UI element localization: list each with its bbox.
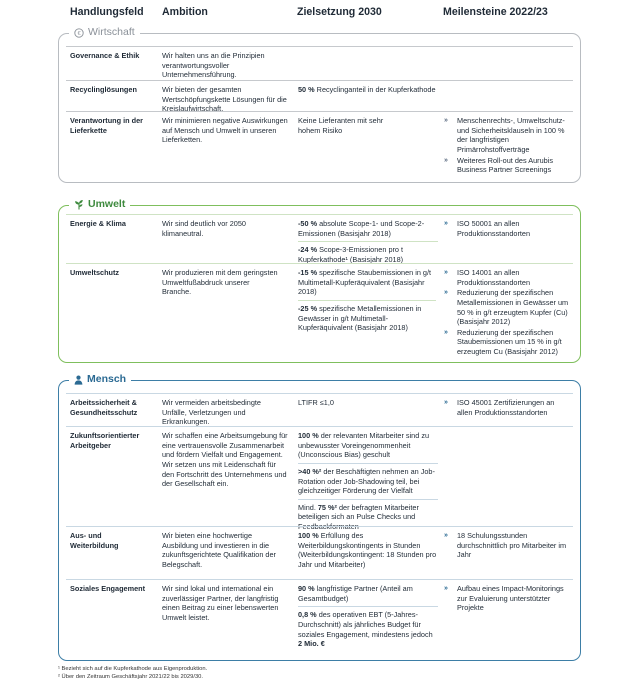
header-meilensteine: Meilensteine 2022/23 [443, 6, 548, 18]
list-item: » Menschenrechts-, Umweltschutz- und Sicherheitsklauseln in 100 % der langfristigen Primärrohstoffverträge [444, 116, 565, 154]
field-umweltschutz: Umweltschutz [70, 268, 120, 277]
ambition-lieferkette: Wir minimieren negative Auswirkungen auf Mensch und Umwelt in unseren Lieferketten. [162, 116, 288, 145]
section-title-umwelt: Umwelt [69, 198, 130, 212]
field-arbeitssicherheit: Arbeitssicherheit & Gesundheitsschutz [70, 398, 138, 417]
ambition-recycling: Wir bieten der gesamten Wertschöpfungskette Lösungen für die Kreislaufwirtschaft. [162, 85, 287, 114]
ambition-soziales-engagement: Wir sind lokal und international ein zuverlässiger Partner, der langfristig einen Beitrag zu einer lebenswerten Umwelt leistet. [162, 584, 279, 622]
double-chevron-icon: » [444, 117, 448, 124]
field-lieferkette: Verantwortung in der Lieferkette [70, 116, 143, 135]
table-row [66, 214, 573, 263]
table-row [66, 80, 573, 114]
double-chevron-icon: » [444, 220, 448, 227]
divider [298, 463, 438, 464]
field-recycling: Recyclinglösungen [70, 85, 137, 94]
list-item: » Reduzierung der spezifischen Staubemissionen um 15 % in g/t erzeugtem Cu (Basisjahr 2012) [444, 327, 562, 356]
milestones-energie-klima [444, 219, 569, 239]
double-chevron-icon: » [444, 328, 448, 336]
header-ambition: Ambition [162, 6, 208, 18]
header-zielsetzung: Zielsetzung 2030 [297, 6, 382, 18]
divider [298, 241, 438, 242]
field-governance: Governance & Ethik [70, 51, 140, 60]
field-weiterbildung: Aus- und Weiterbildung [70, 531, 119, 550]
divider [298, 499, 438, 500]
target-umweltschutz: -15 % spezifische Staubemissionen in g/t Multimetall-Kupferäquivalent (Basisjahr 2018) -25 % spezifische Metallemissionen in Gewässer in g/t Multimetall-Kupferäquivalent (Basisjahr 2018) [298, 268, 436, 333]
table-row [66, 111, 573, 177]
target-soziales-engagement: 90 % langfristige Partner (Anteil am Gesamtbudget) 0,8 % des operativen EBT (5-Jahres-Durchschnitt) als jährliches Budget für soziales Engagement, mindestens jedoch 2 Mio. € [298, 584, 438, 649]
ambition-arbeitgeber: Wir schaffen eine Arbeitsumgebung für eine vertrauensvolle Zusammenarbeit und fördern Vielfalt und Engagement. Wir setzen uns mit Leidenschaft für den Fortschritt des Unternehmens und der Gesellschaft ein. [162, 431, 288, 489]
person-icon [74, 375, 83, 385]
list-item: » ISO 50001 an allen Produktionsstandorten [444, 219, 531, 238]
field-arbeitgeber: Zukunftsorientierter Arbeitgeber [70, 431, 140, 450]
double-chevron-icon: » [444, 532, 448, 539]
field-energie-klima: Energie & Klima [70, 219, 126, 228]
target-lieferkette: Keine Lieferanten mit sehr hohem Risiko [298, 116, 384, 135]
target-recycling: 50 % Recyclinganteil in der Kupferkathode [298, 85, 436, 94]
milestones-umweltschutz [444, 268, 569, 358]
list-item: » Aufbau eines Impact-Monitorings zur Evaluierung unterstützter Projekte [444, 584, 564, 613]
ambition-arbeitssicherheit: Wir vermeiden arbeitsbedingte Unfälle, Verletzungen und Erkrankungen. [162, 398, 261, 427]
ambition-energie-klima: Wir sind deutlich vor 2050 klimaneutral. [162, 219, 246, 238]
table-row [66, 579, 573, 656]
list-item: » Reduzierung der spezifischen Metallemissionen in Gewässer um 50 % in g/t erzeugtem Kupfer (Cu) (Basisjahr 2012) [444, 288, 569, 327]
table-row [66, 393, 573, 426]
footnote-2: ² Über den Zeitraum Geschäftsjahr 2021/22 bis 2029/30. [58, 674, 204, 680]
table-row [66, 46, 573, 80]
euro-circle-icon [74, 28, 84, 38]
double-chevron-icon: » [444, 269, 448, 276]
section-mensch [58, 373, 581, 661]
table-row [66, 526, 573, 579]
milestones-lieferkette [444, 116, 569, 176]
target-weiterbildung: 100 % Erfüllung des Weiterbildungskontingents in Stunden (Weiterbildungskontingent: 18 Stunden pro Jahr und Mitarbeiter) [298, 531, 437, 569]
list-item: » ISO 45001 Zertifizierungen an allen Produktionsstandorten [444, 398, 555, 417]
double-chevron-icon: » [444, 289, 448, 297]
double-chevron-icon: » [444, 156, 448, 164]
section-wirtschaft [58, 26, 581, 183]
list-item: » 18 Schulungsstunden durchschnittlich pro Mitarbeiter im Jahr [444, 531, 567, 560]
table-row [66, 426, 573, 531]
milestones-soziales-engagement [444, 584, 569, 614]
list-item: » Weiteres Roll-out des Aurubis Business Partner Screenings [444, 155, 553, 175]
double-chevron-icon: » [444, 399, 448, 406]
divider [298, 300, 436, 301]
plant-icon [74, 199, 84, 210]
table-row [66, 263, 573, 357]
ambition-weiterbildung: Wir bieten eine hochwertige Ausbildung und investieren in die zukunftsgerichtete Qualifikation der Belegschaft. [162, 531, 276, 569]
milestones-weiterbildung [444, 531, 569, 561]
target-energie-klima: -50 % absolute Scope-1- und Scope-2-Emissionen (Basisjahr 2018) -24 % Scope-3-Emissionen pro t Kupferkathode¹ (Basisjahr 2018) [298, 219, 438, 265]
field-soziales-engagement: Soziales Engagement [70, 584, 146, 593]
section-umwelt [58, 198, 581, 363]
footnote-1: ¹ Bezieht sich auf die Kupferkathode aus Eigenproduktion. [58, 666, 208, 672]
ambition-governance: Wir halten uns an die Prinzipien verantwortungsvoller Unternehmensführung. [162, 51, 265, 80]
target-arbeitgeber: 100 % der relevanten Mitarbeiter sind zu unbewusster Voreingenommenheit (Unconscious Bias) geschult >40 %² der Beschäftigten nehmen an Job-Rotation oder Job-Shadowing teil, bei gleichzeitiger Förderung der Vielfalt Mind. 75 %² der befragten Mitarbeiter beteiligen sich an Pulse Checks und Feedbackformaten [298, 431, 438, 532]
svg-text:€: € [77, 31, 81, 38]
ambition-umweltschutz: Wir produzieren mit dem geringsten Umweltfußabdruck unserer Branche. [162, 268, 278, 297]
header-handlungsfeld: Handlungsfeld [70, 6, 144, 18]
section-title-mensch: Mensch [69, 373, 131, 387]
list-item: » ISO 14001 an allen Produktionsstandorten [444, 268, 531, 287]
target-arbeitssicherheit: LTIFR ≤1,0 [298, 398, 334, 407]
divider [298, 606, 438, 607]
section-title-wirtschaft: € Wirtschaft [69, 26, 140, 40]
double-chevron-icon: » [444, 585, 448, 592]
milestones-arbeitssicherheit [444, 398, 569, 418]
